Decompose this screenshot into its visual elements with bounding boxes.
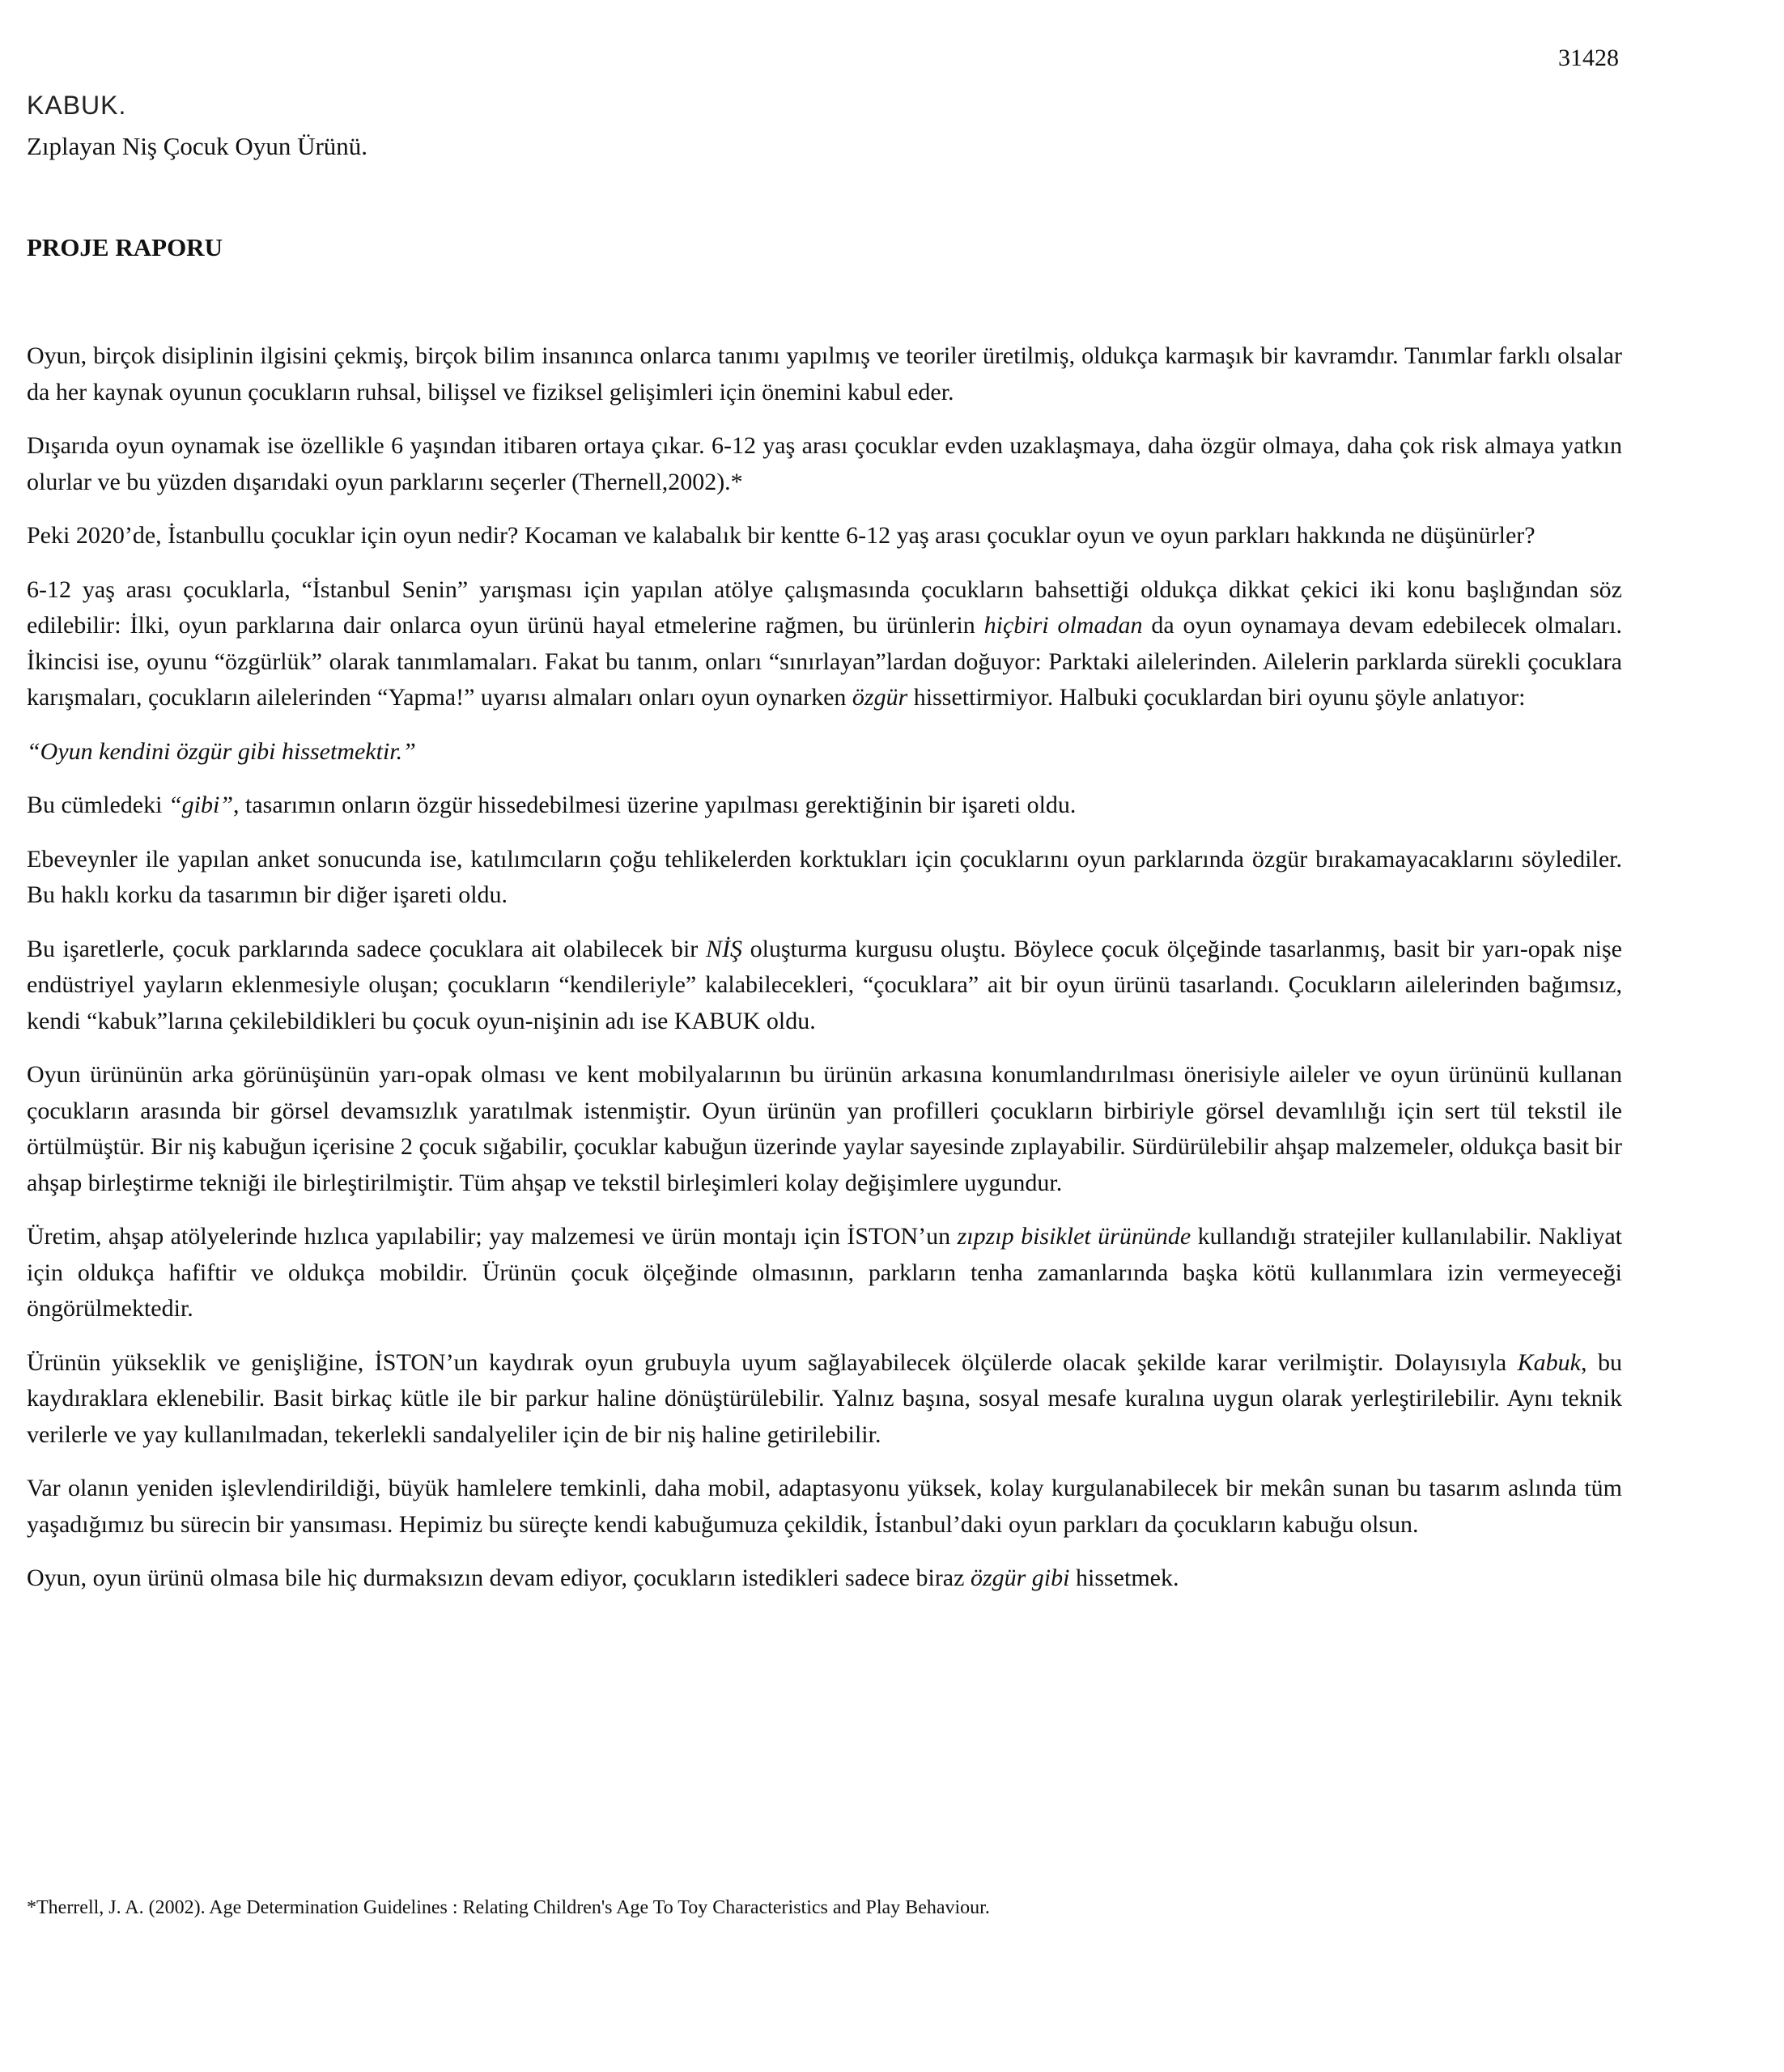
- paragraph-4-emphasis-b: özgür: [852, 684, 908, 711]
- paragraph-4-emphasis-a: hiçbiri olmadan: [983, 612, 1143, 639]
- report-heading: PROJE RAPORU: [27, 233, 223, 261]
- paragraph-9: [27, 1219, 1622, 1327]
- paragraph-7-text-b: oluşturma kurgusu oluştu. Böylece çocuk ölçeğinde tasarlanmış, basit bir yarı-opak nişe endüstriyel yayların eklenmesiyle oluşan; çocukların “kendileriyle” kalabilecekleri, “çocuklara” ait bir oyun ürünü tasarlandı. Çocukların ailelerinden bağımsız, kendi “kabuk”larına çekilebildikleri bu çocuk oyun-nişinin adı ise KABUK oldu.: [27, 935, 1622, 1034]
- footnote-reference: *Therrell, J. A. (2002). Age Determination Guidelines : Relating Children's Age To Toy Characteristics and Play Behaviour.: [27, 1897, 990, 1918]
- paragraph-10-emphasis: Kabuk: [1517, 1348, 1581, 1376]
- paragraph-5-text-a: Bu cümledeki: [27, 792, 168, 818]
- paragraph-10: [27, 1345, 1622, 1454]
- paragraph-2: Dışarıda oyun oynamak ise özellikle 6 yaşından itibaren ortaya çıkar. 6-12 yaş arası çocuklar evden uzaklaşmaya, daha özgür olmaya, daha çok risk almaya yatkın olurlar ve bu yüzden dışarıdaki oyun parklarını seçerler (Thernell,2002).*: [27, 432, 1622, 495]
- child-quote: [27, 734, 1622, 771]
- paragraph-4-text-c: hissettirmiyor. Halbuki çocuklardan biri oyunu şöyle anlatıyor:: [907, 684, 1526, 711]
- brand-logo-text: KABUK.: [27, 91, 127, 120]
- paragraph-7-text-a: Bu işaretlerle, çocuk parklarında sadece çocuklara ait olabilecek bir: [27, 935, 706, 962]
- paragraph-10-text-a: Ürünün yükseklik ve genişliğine, İSTON’un kaydırak oyun grubuyla uyum sağlayabilecek ölçülerde olacak şekilde karar verilmiştir. Dolayısıyla: [27, 1348, 1518, 1376]
- paragraph-9-emphasis: zıpzıp bisiklet ürününde: [957, 1223, 1191, 1250]
- paragraph-9-text-b: kullandığı stratejiler kullanılabilir. Nakliyat için oldukça hafiftir ve oldukça mobildir. Ürünün çocuk ölçeğinde olmasının, parkların tenha zamanlarında başka kötü kullanımlara izin vermeyeceği öngörülmektedir.: [27, 1223, 1622, 1322]
- paragraph-1: Oyun, birçok disiplinin ilgisini çekmiş, birçok bilim insanınca onlarca tanımı yapılmış ve teoriler üretilmiş, oldukça karmaşık bir kavramdır. Tanımlar farklı olsalar da her kaynak oyunun çocukların ruhsal, bilişsel ve fiziksel gelişimleri için önemini kabul eder.: [27, 342, 1622, 405]
- paragraph-8: Oyun ürününün arka görünüşünün yarı-opak olması ve kent mobilyalarının bu ürünün arkasına konumlandırılması önerisiyle aileler ve oyun ürününü kullanan çocukların arasında bir görsel devamsızlık yaratılmak istenmiştir. Oyun ürünün yan profilleri çocukların birbiriyle görsel devamlılığı için sert tül tekstil ile örtülmüştür. Bir niş kabuğun içerisine 2 çocuk sığabilir, çocuklar kabuğun üzerinde yaylar sayesinde zıplayabilir. Sürdürülebilir ahşap malzemeler, oldukça basit bir ahşap birleştirme tekniği ile birleştirilmiştir. Tüm ahşap ve tekstil birleşimleri kolay değişimlere uygundur.: [27, 1061, 1622, 1196]
- page-number: 31428: [1558, 45, 1619, 71]
- paragraph-6: Ebeveynler ile yapılan anket sonucunda ise, katılımcıların çoğu tehlikelerden korktukları için çocuklarını oyun parklarında özgür bırakamayacaklarını söylediler. Bu haklı korku da tasarımın bir diğer işareti oldu.: [27, 845, 1622, 908]
- paragraph-12-emphasis: özgür gibi: [970, 1565, 1070, 1591]
- paragraph-7: [27, 932, 1622, 1040]
- document-subtitle: Zıplayan Niş Çocuk Oyun Ürünü.: [27, 132, 368, 160]
- paragraph-11: Var olanın yeniden işlevlendirildiği, büyük hamlelere temkinli, daha mobil, adaptasyonu yüksek, kolay kurgulanabilecek bir mekân sunan bu tasarım aslında tüm yaşadığımız bu sürecin bir yansıması. Hepimiz bu süreçte kendi kabuğumuza çekildik, İstanbul’daki oyun parkları da çocukların kabuğu olsun.: [27, 1475, 1622, 1538]
- paragraph-4-text-a: 6-12 yaş arası çocuklarla, “İstanbul Senin” yarışması için yapılan atölye çalışmasında çocukların bahsettiği oldukça dikkat çekici iki konu başlığından söz edilebilir: İlki, oyun parklarına dair onlarca oyun ürünü hayal etmelerine rağmen, bu ürünlerin: [27, 575, 1622, 639]
- paragraph-12: [27, 1560, 1622, 1597]
- paragraph-5-emphasis: “gibi”: [168, 792, 234, 818]
- paragraph-7-emphasis: NİŞ: [705, 935, 742, 962]
- paragraph-10-text-b: , bu kaydıraklara eklenebilir. Basit birkaç kütle ile bir parkur haline dönüştürülebilir. Yalnız başına, sosyal mesafe kuralına uygun olarak yerleştirilebilir. Aynı teknik verilerle ve yay kullanılmadan, tekerlekli sandalyeliler için de bir niş haline getirilebilir.: [27, 1348, 1622, 1448]
- paragraph-4: [27, 572, 1622, 716]
- paragraph-4-text-b: da oyun oynamaya devam edebilecek olmaları. İkincisi ise, oyunu “özgürlük” olarak tanımlamaları. Fakat bu tanım, onları “sınırlayan”lardan doğuyor: Parktaki ailelerinden. Ailelerin parklarda sürekli çocuklara karışmaları, çocukların ailelerinden “Yapma!” uyarısı almaları onları oyun oynarken: [27, 612, 1622, 711]
- paragraph-5-text-b: , tasarımın onların özgür hissedebilmesi üzerine yapılması gerektiğinin bir işareti oldu.: [233, 792, 1077, 818]
- child-quote-text: “Oyun kendini özgür gibi hissetmektir.”: [27, 737, 416, 765]
- paragraph-9-text-a: Üretim, ahşap atölyelerinde hızlıca yapılabilir; yay malzemesi ve ürün montajı için İSTON’un: [27, 1223, 958, 1250]
- paragraph-3: Peki 2020’de, İstanbullu çocuklar için oyun nedir? Kocaman ve kalabalık bir kentte 6-12 yaş arası çocuklar oyun ve oyun parkları hakkında ne düşünürler?: [27, 522, 1536, 549]
- report-body: [27, 338, 1622, 1615]
- paragraph-12-text-a: Oyun, oyun ürünü olmasa bile hiç durmaksızın devam ediyor, çocukların istedikleri sadece biraz: [27, 1565, 971, 1591]
- paragraph-12-text-b: hissetmek.: [1069, 1565, 1179, 1591]
- paragraph-5: [27, 788, 1622, 824]
